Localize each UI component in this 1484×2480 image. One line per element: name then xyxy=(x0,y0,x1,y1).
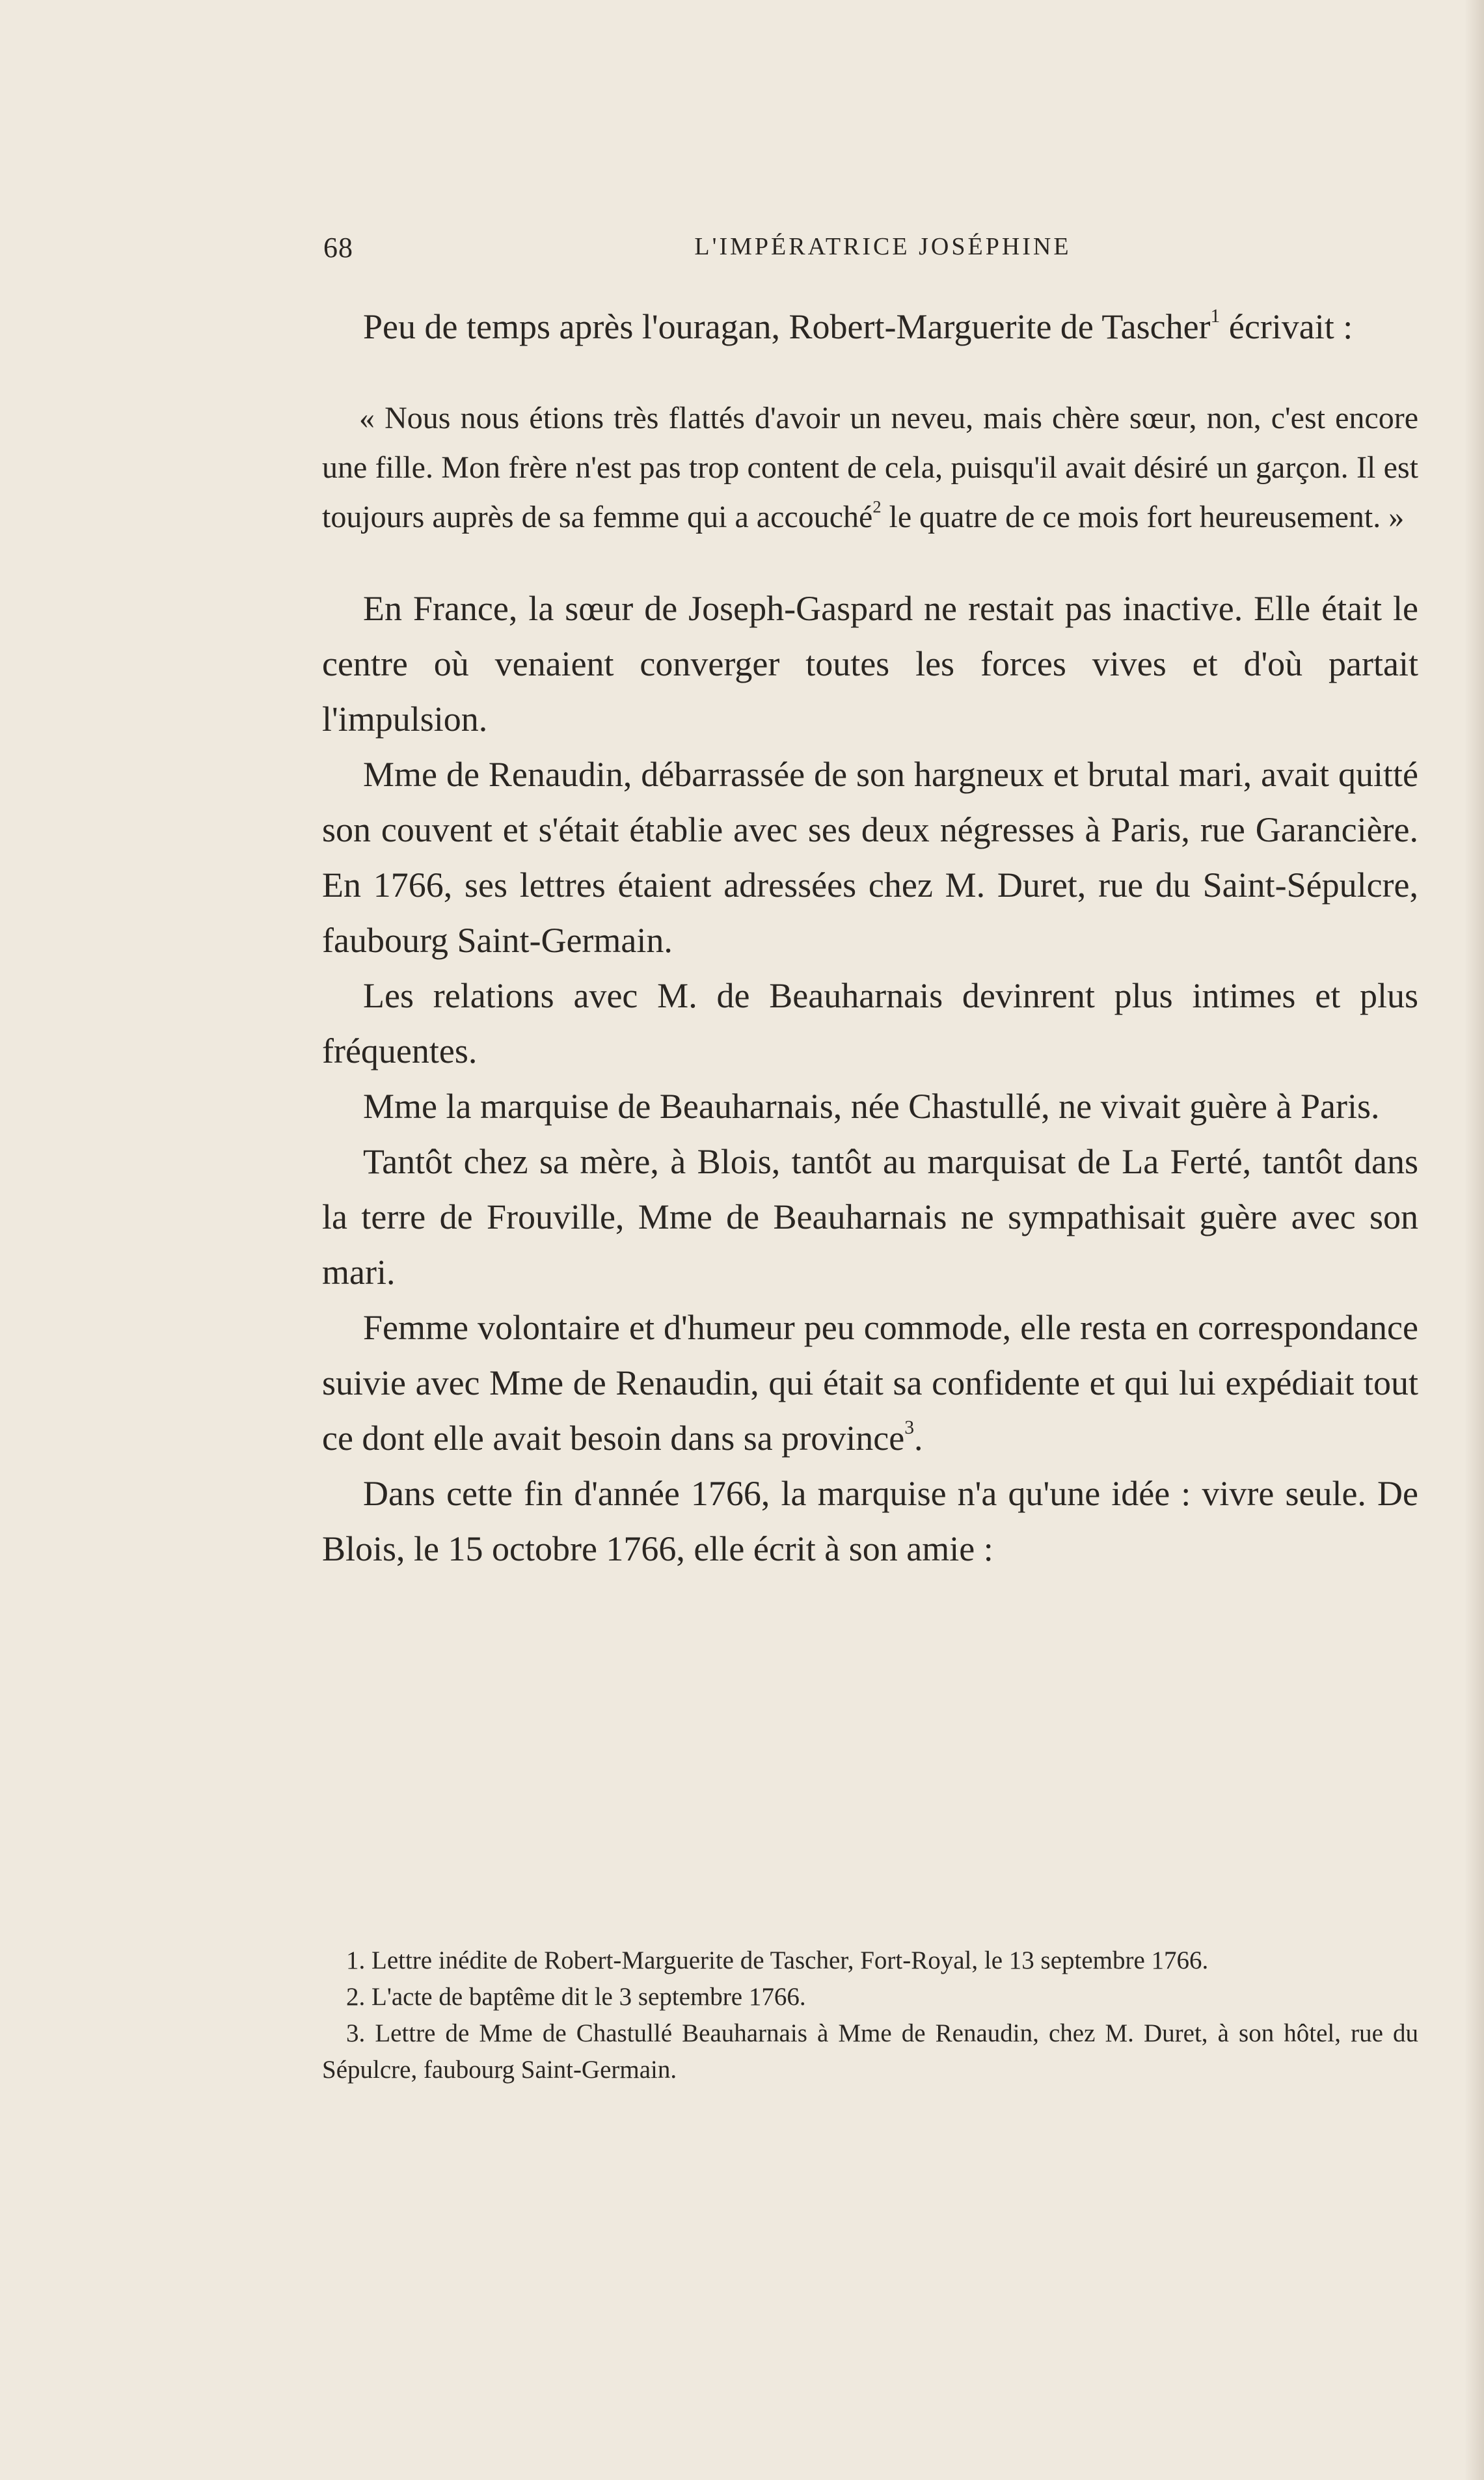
paragraph-1-text-end: écrivait : xyxy=(1220,307,1353,346)
page-edge-shadow xyxy=(1464,0,1484,2480)
letter-quote xyxy=(322,394,1418,542)
footnotes xyxy=(322,1942,1418,2088)
letter-quote-text-end: le quatre de ce mois fort heureusement. » xyxy=(881,500,1405,534)
paragraph-7 xyxy=(322,1300,1418,1466)
running-header xyxy=(323,231,1416,270)
footnote-ref-1: 1 xyxy=(1210,305,1221,327)
paragraph-8: Dans cette fin d'année 1766, la marquise n'a qu'une idée : vivre seule. De Blois, le 15 octobre 1766, elle écrit à son amie : xyxy=(322,1474,1418,1568)
paragraph-2: En France, la sœur de Joseph-Gaspard ne restait pas inactive. Elle était le centre où venaient converger toutes les forces vives et d'où partait l'impulsion. xyxy=(322,589,1418,739)
footnote-ref-2: 2 xyxy=(872,497,882,517)
paragraph-3: Mme de Renaudin, débarrassée de son hargneux et brutal mari, avait quitté son couvent et s'était établie avec ses deux négresses à Paris, rue Garancière. En 1766, ses lettres étaient adressées chez M. Duret, rue du Saint-Sépulcre, faubourg Saint-Germain. xyxy=(322,755,1418,960)
letter-quote-text: « Nous nous étions très flattés d'avoir un neveu, mais chère sœur, non, c'est encore une fille. Mon frère n'est pas trop content de cela, puisqu'il avait désiré un garçon. Il est toujours auprès de sa femme qui a accouché xyxy=(322,401,1418,534)
footnote-3: 3. Lettre de Mme de Chastullé Beauharnais à Mme de Renaudin, chez M. Duret, à son hôtel, rue du Sépulcre, faubourg Saint-Germain. xyxy=(322,2019,1418,2084)
body-text xyxy=(322,299,1418,1577)
page-number: 68 xyxy=(323,232,353,264)
footnote-1: 1. Lettre inédite de Robert-Marguerite de Tascher, Fort-Royal, le 13 septembre 1766. xyxy=(346,1946,1209,1974)
paragraph-6: Tantôt chez sa mère, à Blois, tantôt au marquisat de La Ferté, tantôt dans la terre de Frouville, Mme de Beauharnais ne sympathisait guère avec son mari. xyxy=(322,1142,1418,1292)
footnote-2: 2. L'acte de baptême dit le 3 septembre 1766. xyxy=(346,1983,806,2011)
footnote-ref-3: 3 xyxy=(904,1417,915,1438)
paragraph-4: Les relations avec M. de Beauharnais devinrent plus intimes et plus fréquentes. xyxy=(322,976,1418,1070)
paragraph-7-text: Femme volontaire et d'humeur peu commode, elle resta en correspondance suivie avec Mme de Renaudin, qui était sa confidente et qui lui expédiait tout ce dont elle avait besoin dans sa province xyxy=(322,1308,1418,1458)
paragraph-5: Mme la marquise de Beauharnais, née Chastullé, ne vivait guère à Paris. xyxy=(363,1087,1380,1126)
paragraph-1-text: Peu de temps après l'ouragan, Robert-Marguerite de Tascher xyxy=(363,307,1211,346)
running-title: L'IMPÉRATRICE JOSÉPHINE xyxy=(694,233,1072,260)
paragraph-1 xyxy=(322,299,1418,355)
paragraph-7-text-end: . xyxy=(914,1419,923,1458)
